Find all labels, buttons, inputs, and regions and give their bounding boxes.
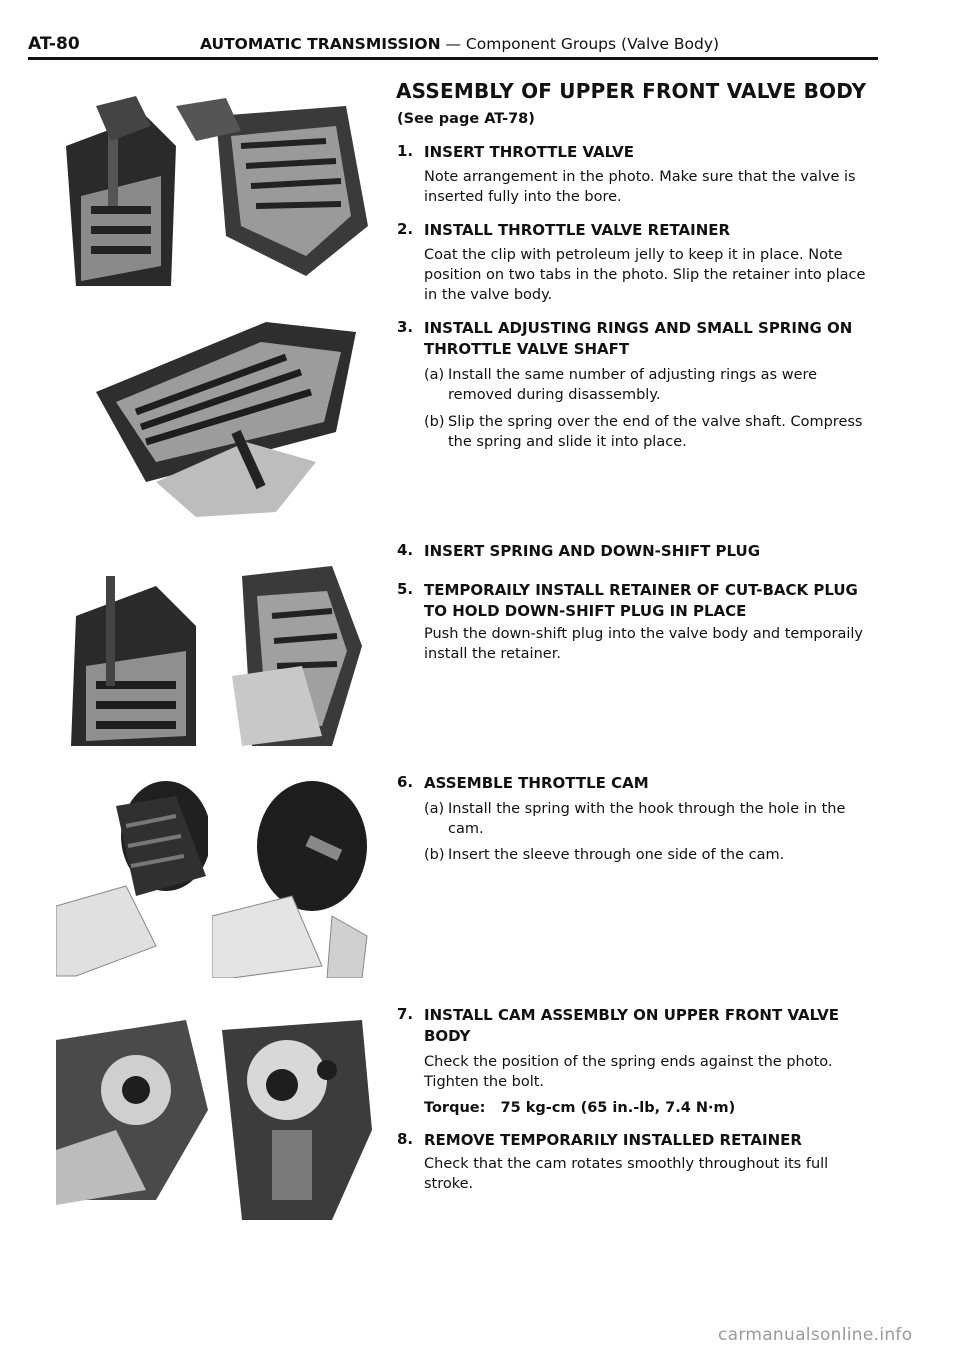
header-rule bbox=[28, 57, 878, 60]
watermark: carmanualsonline.info bbox=[718, 1325, 913, 1345]
step-heading: INSTALL ADJUSTING RINGS AND SMALL SPRING ON THROTTLE VALVE SHAFT bbox=[424, 319, 853, 358]
step-5 bbox=[397, 580, 879, 670]
photo-throttle-cam-right bbox=[212, 766, 372, 978]
step-number: 5. bbox=[397, 580, 414, 598]
page-number: AT-80 bbox=[28, 34, 80, 54]
step-body: Check that the cam rotates smoothly throughout its full stroke. bbox=[424, 1156, 829, 1192]
cross-reference: (See page AT-78) bbox=[397, 111, 535, 127]
step-number: 2. bbox=[397, 220, 414, 238]
step-body: Note arrangement in the photo. Make sure that the valve is inserted fully into the bore. bbox=[424, 169, 856, 205]
step-heading: INSERT SPRING AND DOWN-SHIFT PLUG bbox=[424, 542, 761, 560]
photo-throttle-valve-shaft bbox=[86, 312, 362, 522]
step-6 bbox=[397, 773, 879, 873]
photo-throttle-valve bbox=[56, 86, 372, 296]
section-title: ASSEMBLY OF UPPER FRONT VALVE BODY bbox=[396, 79, 867, 103]
step-heading: ASSEMBLE THROTTLE CAM bbox=[424, 774, 649, 792]
step-heading: TEMPORAILY INSTALL RETAINER OF CUT-BACK PLUG TO HOLD DOWN-SHIFT PLUG IN PLACE bbox=[424, 581, 858, 620]
step-number: 7. bbox=[397, 1005, 414, 1023]
page-header bbox=[28, 34, 876, 58]
sub-step-text: Install the spring with the hook through the hole in the cam. bbox=[448, 801, 846, 837]
step-8 bbox=[397, 1130, 879, 1200]
step-body: Coat the clip with petroleum jelly to keep it in place. Note position on two tabs in the photo. Slip the retainer into place in the valve body. bbox=[424, 247, 866, 303]
running-title bbox=[200, 35, 719, 53]
step-number: 4. bbox=[397, 541, 414, 559]
sub-step-label: (a) bbox=[424, 801, 445, 817]
step-2 bbox=[397, 220, 879, 303]
step-number: 1. bbox=[397, 142, 414, 160]
running-title-section: AUTOMATIC TRANSMISSION bbox=[200, 35, 441, 53]
sub-step-label: (b) bbox=[424, 847, 445, 863]
step-heading: INSTALL CAM ASSEMBLY ON UPPER FRONT VALVE BODY bbox=[424, 1006, 839, 1045]
step-heading: INSTALL THROTTLE VALVE RETAINER bbox=[424, 221, 731, 239]
photo-cam-assembly-right bbox=[212, 1000, 372, 1220]
sub-step-text: Install the same number of adjusting rings as were removed during disassembly. bbox=[448, 367, 818, 403]
step-7 bbox=[397, 1005, 879, 1135]
step-3 bbox=[397, 318, 879, 468]
sub-step-text: Insert the sleeve through one side of the cam. bbox=[448, 847, 785, 863]
step-heading: REMOVE TEMPORARILY INSTALLED RETAINER bbox=[424, 1131, 802, 1149]
step-body: Check the position of the spring ends against the photo. Tighten the bolt. bbox=[424, 1054, 833, 1090]
photo-down-shift-plug-left bbox=[56, 556, 208, 752]
sub-step-label: (a) bbox=[424, 367, 445, 383]
step-number: 6. bbox=[397, 773, 414, 791]
step-body: Push the down-shift plug into the valve body and temporaily install the retainer. bbox=[424, 626, 863, 662]
step-1 bbox=[397, 142, 879, 205]
step-heading: INSERT THROTTLE VALVE bbox=[424, 143, 634, 161]
photo-cam-assembly-left bbox=[56, 1000, 208, 1210]
step-number: 8. bbox=[397, 1130, 414, 1148]
sub-step-text: Slip the spring over the end of the valve shaft. Compress the spring and slide it into place. bbox=[448, 414, 863, 450]
step-number: 3. bbox=[397, 318, 414, 336]
sub-step-label: (b) bbox=[424, 414, 445, 430]
photo-throttle-cam-left bbox=[56, 766, 208, 978]
running-title-subsection: — Component Groups (Valve Body) bbox=[440, 35, 720, 53]
photo-down-shift-plug-right bbox=[212, 556, 372, 752]
torque-spec: Torque: 75 kg-cm (65 in.-lb, 7.4 N·m) bbox=[424, 1100, 736, 1116]
step-4 bbox=[397, 541, 879, 563]
